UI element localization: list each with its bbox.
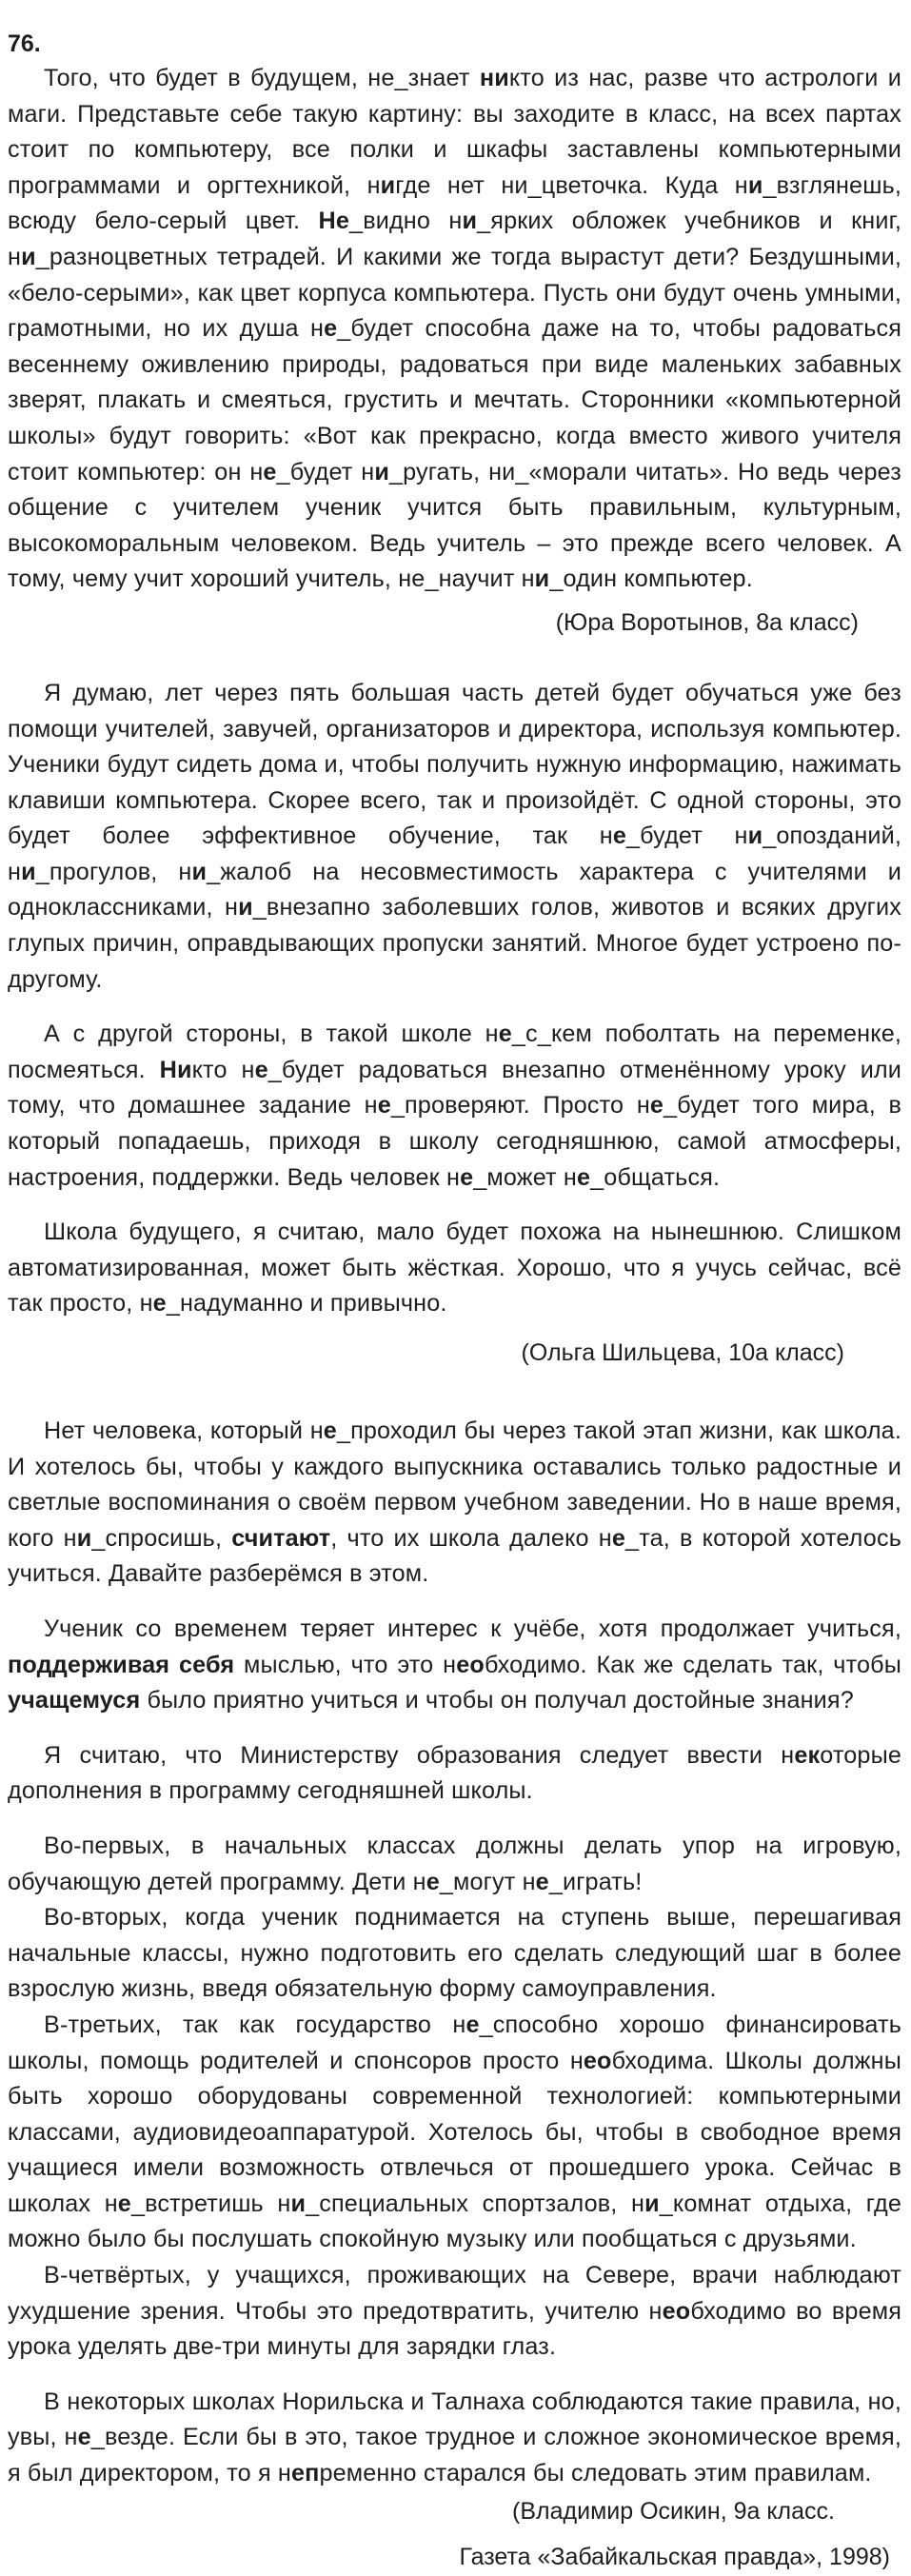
essay-3-paragraph-3: Я считаю, что Министерству образования следует ввести некоторые дополнения в программу сегодняшней школы. (8, 1741, 901, 1805)
essay-3-paragraph-1: Нет человека, который не_проходил бы через такой этап жизни, как школа. И хотелось бы, чтобы у каждого выпускника оставались только радостные и светлые воспоминания о своём первом учебном заведении. Но в наше время, кого ни_спросишь, считают, что их школа далеко не_та, в которой хотелось учиться. Давайте разберёмся в этом. (8, 1417, 901, 1588)
essay-2-paragraph-2: А с другой стороны, в такой школе не_с_кем поболтать на переменке, посмеяться. Никто не_будет радоваться внезапно отменённому уроку или тому, что домашнее задание не_проверяют. Просто не_будет того мира, в который попадаешь, приходя в школу сегодняшнюю, самой атмосферы, настроения, поддержки. Ведь человек не_может не_общаться. (8, 1020, 902, 1191)
essay-1-signature: (Юра Воротынов, 8а класс) (555, 608, 859, 636)
essay-3-paragraph-8: В некоторых школах Норильска и Талнаха соблюдаются такие правила, но, увы, не_везде. Если бы в это, такое трудное и сложное экономическое время, я был директором, то я непременно старался бы следовать этим правилам. (8, 2388, 901, 2487)
essay-2 (8, 676, 901, 1372)
exercise-number: 76. (8, 30, 41, 57)
essay-3-paragraph-4: Во-первых, в начальных классах должны делать упор на игровую, обучающую детей программу. Дети не_могут не_играть! (8, 1832, 901, 1895)
source-line: Газета «Забайкальская правда», 1998) (459, 2543, 890, 2570)
essay-3-paragraph-2: Ученик со временем теряет интерес к учёбе, хотя продолжает учиться, поддерживая себя мыслью, что это необходимо. Как же сделать так, чтобы учащемуся было приятно учиться и чтобы он получал достойные знания? (8, 1615, 901, 1714)
essay-1-paragraph-1: Того, что будет в будущем, не_знает никто из нас, разве что астрологи и маги. Представьте себе такую картину: вы заходите в класс, на всех партах стоит по компьютеру, все полки и шкафы заставлены компьютерными программами и оргтехникой, нигде нет ни_цветочка. Куда ни_взглянешь, всюду бело-серый цвет. Не_видно ни_ярких обложек учебников и книг, ни_разноцветных тетрадей. И какими же тогда вырастут дети? Бездушными, «бело-серыми», как цвет корпуса компьютера. Пусть они будут очень умными, грамотными, но их душа не_будет способна даже на то, чтобы радоваться весеннему оживлению природы, радоваться при виде маленьких забавных зверят, плакать и смеяться, грустить и мечтать. Сторонники «компьютерной школы» будут говорить: «Вот как прекрасно, когда вместо живого учителя стоит компьютер: он не_будет ни_ругать, ни_«морали читать». Но ведь через общение с учителем ученик учится быть правильным, культурным, высокоморальным человеком. Ведь учитель – это прежде всего человек. А тому, чему учит хороший учитель, не_научит ни_один компьютер. (8, 65, 901, 593)
essay-3-paragraph-7: В-четвёртых, у учащихся, проживающих на Севере, врачи наблюдают ухудшение зрения. Чтобы это предотвратить, учителю необходимо во время урока уделять две-три минуты для зарядки глаз. (8, 2262, 901, 2361)
essay-3-paragraph-5: Во-вторых, когда ученик поднимается на ступень выше, перешагивая начальные классы, нужно подготовить его сделать следующий шаг в более взрослую жизнь, введя обязательную форму самоуправления. (8, 1904, 901, 2003)
essay-2-paragraph-1: Я думаю, лет через пять большая часть детей будет обучаться уже без помощи учителей, завучей, организаторов и директора, используя компьютер. Ученики будут сидеть дома и, чтобы получить нужную информацию, нажимать клавиши компьютера. Скорее всего, так и произойдёт. С одной стороны, это будет более эффективное обучение, так не_будет ни_опозданий, ни_прогулов, ни_жалоб на несовместимость характера с учителями и одноклассниками, ни_внезапно заболевших голов, животов и всяких других глупых причин, оправдывающих пропуски занятий. Многое будет устроено по-другому. (8, 679, 902, 993)
essay-1 (8, 61, 901, 642)
essay-3-paragraph-6: В-третьих, так как государство не_способно хорошо финансировать школы, помощь родителей и спонсоров просто необходима. Школы должны быть хорошо оборудованы современной технологией: компьютерными классами, аудиовидеоаппаратурой. Хотелось бы, чтобы в свободное время учащиеся имели возможность отвлечься от прошедшего урока. Сейчас в школах не_встретишь ни_специальных спортзалов, ни_комнат отдыха, где можно было бы послушать спокойную музыку или пообщаться с друзьями. (8, 2011, 901, 2253)
essay-2-signature: (Ольга Шильцева, 10а класс) (521, 1339, 844, 1366)
essay-2-paragraph-3: Школа будущего, я считаю, мало будет похожа на нынешнюю. Слишком автоматизированная, может быть жёсткая. Хорошо, что я учусь сейчас, всё так просто, не_надуманно и привычно. (8, 1219, 901, 1318)
essay-3 (8, 1414, 901, 2576)
essay-3-signature: (Владимир Осикин, 9а класс. (512, 2497, 835, 2525)
